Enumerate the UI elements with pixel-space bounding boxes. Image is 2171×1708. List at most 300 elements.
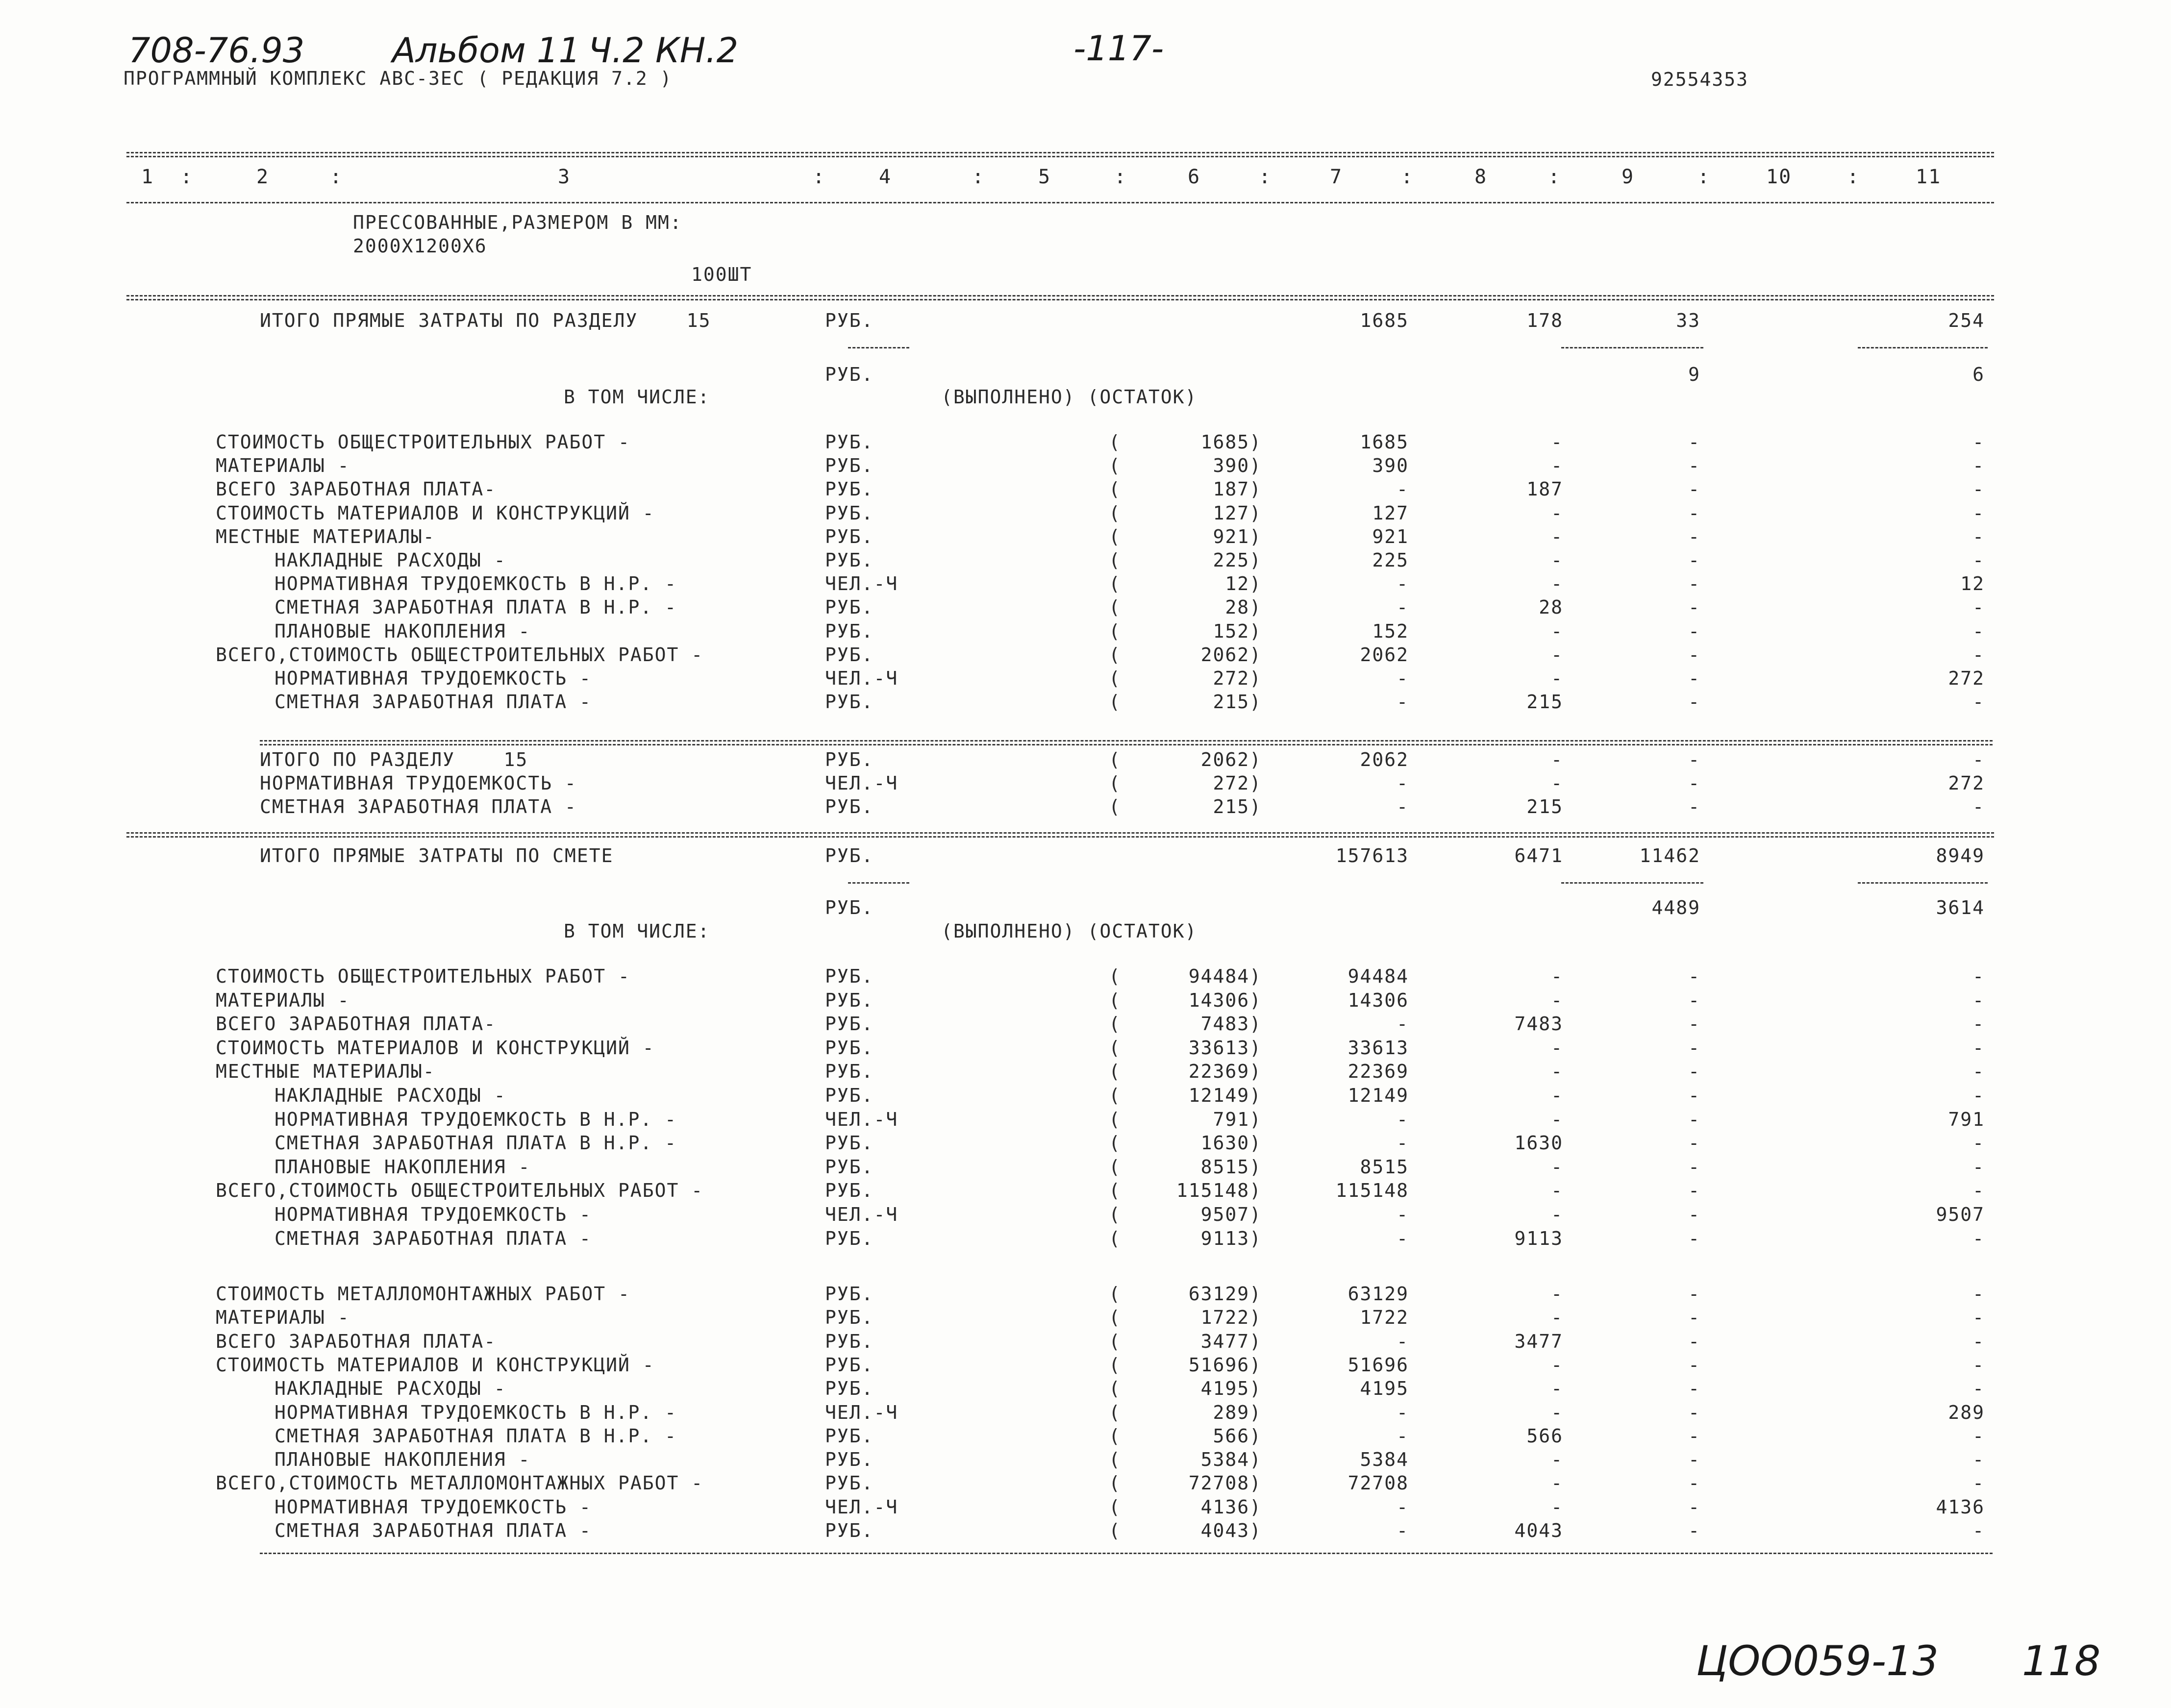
row-open-paren: ( <box>1109 1204 1121 1225</box>
section15-done-label: (ВЫПОЛНЕНО) (ОСТАТОК) <box>941 386 1198 408</box>
row-c7: 94484 <box>1348 965 1409 987</box>
row-c9: - <box>1688 525 1700 547</box>
estimate-remainder-c9: 4489 <box>1651 897 1700 918</box>
row-label: СТОИМОСТЬ ОБЩЕСТРОИТЕЛЬНЫХ РАБОТ - <box>216 965 630 987</box>
row-c8: 4043 <box>1514 1520 1563 1541</box>
row-c11: 272 <box>1948 772 1985 794</box>
row-c11: - <box>1972 1378 1985 1400</box>
row-c11: - <box>1972 431 1985 453</box>
row-label: НАКЛАДНЫЕ РАСХОДЫ - <box>274 549 506 571</box>
row-unit: ЧЕЛ.-Ч <box>825 1496 898 1518</box>
row-label: СТОИМОСТЬ ОБЩЕСТРОИТЕЛЬНЫХ РАБОТ - <box>216 431 630 453</box>
row-unit: РУБ. <box>825 1378 874 1400</box>
row-open-paren: ( <box>1109 1354 1121 1376</box>
table-row <box>0 477 2171 501</box>
row-c7: - <box>1397 668 1409 689</box>
row-unit: ЧЕЛ.-Ч <box>825 1401 898 1423</box>
row-label: СМЕТНАЯ ЗАРАБОТНАЯ ПЛАТА В Н.Р. - <box>274 1132 677 1154</box>
estimate-remainder-unit: РУБ. <box>825 897 874 918</box>
estimate-total-label: ИТОГО ПРЯМЫЕ ЗАТРАТЫ ПО СМЕТЕ <box>260 845 614 866</box>
row-c9: - <box>1688 1283 1700 1305</box>
col-num-8: 8 <box>1474 166 1488 188</box>
row-c8: - <box>1551 1401 1563 1423</box>
row-c6: 566) <box>1213 1425 1262 1447</box>
underline-c11 <box>1858 347 1988 348</box>
row-label: НОРМАТИВНАЯ ТРУДОЕМКОСТЬ - <box>274 1204 592 1225</box>
row-c7: - <box>1397 1108 1409 1130</box>
table-row <box>0 548 2171 572</box>
row-c8: - <box>1551 989 1563 1011</box>
estimate-done-label: (ВЫПОЛНЕНО) (ОСТАТОК) <box>941 920 1198 942</box>
row-label: НОРМАТИВНАЯ ТРУДОЕМКОСТЬ - <box>260 772 577 794</box>
row-c7: - <box>1397 772 1409 794</box>
section15-incl-row <box>0 385 2171 409</box>
row-c9: - <box>1688 1496 1700 1518</box>
row-label: ПЛАНОВЫЕ НАКОПЛЕНИЯ - <box>274 1449 531 1471</box>
row-c6: 390) <box>1213 455 1262 477</box>
row-c9: - <box>1688 1013 1700 1035</box>
row-c11: - <box>1972 691 1985 713</box>
row-c6: 921) <box>1213 525 1262 547</box>
row-open-paren: ( <box>1109 668 1121 689</box>
row-open-paren: ( <box>1109 989 1121 1011</box>
row-c9: - <box>1688 1132 1700 1154</box>
row-c11: 272 <box>1948 668 1985 689</box>
section15-remainder-unit: РУБ. <box>825 364 874 385</box>
row-c9: - <box>1688 989 1700 1011</box>
row-c7: 1685 <box>1360 431 1409 453</box>
row-c11: - <box>1972 644 1985 666</box>
row-unit: РУБ. <box>825 1180 874 1202</box>
row-unit: ЧЕЛ.-Ч <box>825 1108 898 1130</box>
row-c8: - <box>1551 1156 1563 1178</box>
row-c6: 9507) <box>1200 1204 1262 1225</box>
row-label: ВСЕГО ЗАРАБОТНАЯ ПЛАТА- <box>216 1330 497 1352</box>
row-label: НОРМАТИВНАЯ ТРУДОЕМКОСТЬ В Н.Р. - <box>274 1108 677 1130</box>
row-c11: - <box>1972 1013 1985 1035</box>
row-c11: 9507 <box>1936 1204 1985 1225</box>
row-label: ВСЕГО ЗАРАБОТНАЯ ПЛАТА- <box>216 1013 497 1035</box>
table-row <box>0 795 2171 818</box>
row-c6: 187) <box>1213 478 1262 500</box>
row-c7: 22369 <box>1348 1061 1409 1083</box>
table-row <box>0 1084 2171 1107</box>
table-row <box>0 1179 2171 1202</box>
table-row <box>0 1108 2171 1131</box>
row-c8: - <box>1551 1354 1563 1376</box>
section15-total-label: ИТОГО ПРЯМЫЕ ЗАТРАТЫ ПО РАЗДЕЛУ 15 <box>260 310 711 331</box>
row-c9: - <box>1688 1354 1700 1376</box>
table-row <box>0 989 2171 1012</box>
row-open-paren: ( <box>1109 549 1121 571</box>
row-open-paren: ( <box>1109 1180 1121 1202</box>
estimate-rule <box>126 832 1994 834</box>
handwritten-page-number: -117- <box>1073 28 1164 69</box>
row-c8: - <box>1551 431 1563 453</box>
row-c8: - <box>1551 1085 1563 1106</box>
section15-remainder-c11: 6 <box>1972 364 1985 385</box>
estimate-total-c9: 11462 <box>1639 845 1700 866</box>
row-open-paren: ( <box>1109 1156 1121 1178</box>
row-label: НОРМАТИВНАЯ ТРУДОЕМКОСТЬ - <box>274 668 592 689</box>
row-c9: - <box>1688 1378 1700 1400</box>
row-c8: - <box>1551 1204 1563 1225</box>
row-c11: - <box>1972 965 1985 987</box>
col-num-2: 2 <box>256 166 270 188</box>
section15-incl-label: В ТОМ ЧИСЛЕ: <box>564 386 710 408</box>
estimate-total-c7: 157613 <box>1335 845 1409 866</box>
row-c6: 94484) <box>1188 965 1262 987</box>
row-unit: РУБ. <box>825 1085 874 1106</box>
row-c6: 272) <box>1213 772 1262 794</box>
row-c11: - <box>1972 796 1985 817</box>
table-row <box>0 1012 2171 1036</box>
row-c8: - <box>1551 455 1563 477</box>
table-row <box>0 1306 2171 1329</box>
row-open-paren: ( <box>1109 478 1121 500</box>
row-c11: - <box>1972 455 1985 477</box>
estimate-remainder-row <box>0 896 2171 919</box>
row-c7: - <box>1397 478 1409 500</box>
row-c11: - <box>1972 1283 1985 1305</box>
carryover-line-1: ПРЕССОВАННЫЕ,РАЗМЕРОМ В ММ: <box>353 212 682 233</box>
row-c6: 9113) <box>1200 1227 1262 1249</box>
row-c9: - <box>1688 749 1700 770</box>
row-c8: 7483 <box>1514 1013 1563 1035</box>
table-row <box>0 1330 2171 1353</box>
row-c11: - <box>1972 1330 1985 1352</box>
section-rule-1 <box>126 295 1994 297</box>
row-open-paren: ( <box>1109 1132 1121 1154</box>
row-open-paren: ( <box>1109 749 1121 770</box>
table-row <box>0 1131 2171 1155</box>
row-open-paren: ( <box>1109 1108 1121 1130</box>
table-row <box>0 965 2171 988</box>
row-c9: - <box>1688 431 1700 453</box>
row-label: МАТЕРИАЛЫ - <box>216 1307 350 1329</box>
row-unit: РУБ. <box>825 455 874 477</box>
row-open-paren: ( <box>1109 1307 1121 1329</box>
row-label: ИТОГО ПО РАЗДЕЛУ 15 <box>260 749 528 770</box>
row-c11: - <box>1972 989 1985 1011</box>
row-c8: 566 <box>1526 1425 1563 1447</box>
row-label: ВСЕГО,СТОИМОСТЬ МЕТАЛЛОМОНТАЖНЫХ РАБОТ - <box>216 1472 704 1494</box>
row-unit: РУБ. <box>825 620 874 642</box>
row-label: СМЕТНАЯ ЗАРАБОТНАЯ ПЛАТА - <box>274 1520 592 1541</box>
row-c6: 51696) <box>1188 1354 1262 1376</box>
section15-total-c7: 1685 <box>1360 310 1409 331</box>
row-label: ПЛАНОВЫЕ НАКОПЛЕНИЯ - <box>274 620 531 642</box>
row-c9: - <box>1688 772 1700 794</box>
row-unit: РУБ. <box>825 1061 874 1083</box>
section15-total-c8: 178 <box>1526 310 1563 331</box>
row-c6: 4136) <box>1200 1496 1262 1518</box>
row-c6: 72708) <box>1188 1472 1262 1494</box>
row-c8: 28 <box>1539 596 1563 619</box>
row-label: НАКЛАДНЫЕ РАСХОДЫ - <box>274 1378 506 1400</box>
row-c8: - <box>1551 1472 1563 1494</box>
table-row <box>0 430 2171 454</box>
row-c8: - <box>1551 525 1563 547</box>
row-c6: 791) <box>1213 1108 1262 1130</box>
row-c11: 12 <box>1960 573 1985 595</box>
row-c9: - <box>1688 478 1700 500</box>
row-c8: - <box>1551 772 1563 794</box>
row-c7: 127 <box>1372 502 1409 524</box>
row-c7: 8515 <box>1360 1156 1409 1178</box>
row-c7: - <box>1397 1013 1409 1035</box>
header-top-rule <box>126 152 1994 153</box>
table-row <box>0 1155 2171 1179</box>
header-bottom-rule <box>126 202 1994 203</box>
row-label: СМЕТНАЯ ЗАРАБОТНАЯ ПЛАТА - <box>274 691 592 713</box>
row-c7: - <box>1397 1204 1409 1225</box>
row-c9: - <box>1688 796 1700 817</box>
row-c6: 14306) <box>1188 989 1262 1011</box>
table-row <box>0 1495 2171 1519</box>
row-unit: РУБ. <box>825 478 874 500</box>
row-unit: РУБ. <box>825 691 874 713</box>
row-c7: - <box>1397 1330 1409 1352</box>
handwritten-part: Ч.2 КН.2 <box>588 30 739 71</box>
row-open-paren: ( <box>1109 1378 1121 1400</box>
row-c7: 5384 <box>1360 1449 1409 1471</box>
row-c7: - <box>1397 1227 1409 1249</box>
row-c6: 12) <box>1225 573 1262 595</box>
row-open-paren: ( <box>1109 596 1121 619</box>
estimate-underline-c9 <box>1561 882 1703 884</box>
row-c11: - <box>1972 1354 1985 1376</box>
row-open-paren: ( <box>1109 1061 1121 1083</box>
row-label: НОРМАТИВНАЯ ТРУДОЕМКОСТЬ - <box>274 1496 592 1518</box>
row-c9: - <box>1688 1472 1700 1494</box>
row-c6: 63129) <box>1188 1283 1262 1305</box>
row-c9: - <box>1688 1425 1700 1447</box>
row-label: СМЕТНАЯ ЗАРАБОТНАЯ ПЛАТА В Н.Р. - <box>274 596 677 619</box>
row-c11: - <box>1972 749 1985 770</box>
estimate-rule-b <box>126 836 1994 838</box>
row-c9: - <box>1688 1180 1700 1202</box>
handwritten-sheet-number: 118 <box>2022 1637 2101 1685</box>
row-c7: - <box>1397 691 1409 713</box>
col-num-6: 6 <box>1188 166 1201 188</box>
row-c9: - <box>1688 1307 1700 1329</box>
row-c7: 33613 <box>1348 1037 1409 1059</box>
row-c8: - <box>1551 1307 1563 1329</box>
row-c11: - <box>1972 596 1985 619</box>
section15-total-row <box>0 309 2171 332</box>
table-row <box>0 1353 2171 1377</box>
col-num-10: 10 <box>1766 166 1792 188</box>
row-label: СМЕТНАЯ ЗАРАБОТНАЯ ПЛАТА - <box>274 1227 592 1249</box>
handwritten-stamp-code: ЦОО059-13 <box>1696 1637 1939 1685</box>
row-unit: РУБ. <box>825 965 874 987</box>
row-c9: - <box>1688 455 1700 477</box>
row-c6: 115148) <box>1176 1180 1262 1202</box>
row-c6: 289) <box>1213 1401 1262 1423</box>
row-c9: - <box>1688 1330 1700 1352</box>
row-c8: - <box>1551 644 1563 666</box>
row-c9: - <box>1688 965 1700 987</box>
table-row <box>0 572 2171 595</box>
document-number: 92554353 <box>1651 69 1749 90</box>
estimate-incl-label: В ТОМ ЧИСЛЕ: <box>564 920 710 942</box>
row-open-paren: ( <box>1109 1330 1121 1352</box>
row-c9: - <box>1688 668 1700 689</box>
row-open-paren: ( <box>1109 1283 1121 1305</box>
row-c7: 72708 <box>1348 1472 1409 1494</box>
row-open-paren: ( <box>1109 1472 1121 1494</box>
row-c8: - <box>1551 549 1563 571</box>
row-c9: - <box>1688 1204 1700 1225</box>
row-unit: ЧЕЛ.-Ч <box>825 668 898 689</box>
row-c6: 22369) <box>1188 1061 1262 1083</box>
row-unit: РУБ. <box>825 1520 874 1541</box>
row-c11: - <box>1972 502 1985 524</box>
row-open-paren: ( <box>1109 573 1121 595</box>
row-unit: ЧЕЛ.-Ч <box>825 772 898 794</box>
row-unit: РУБ. <box>825 1472 874 1494</box>
row-unit: РУБ. <box>825 1037 874 1059</box>
row-unit: РУБ. <box>825 749 874 770</box>
row-unit: ЧЕЛ.-Ч <box>825 1204 898 1225</box>
row-c7: 390 <box>1372 455 1409 477</box>
row-open-paren: ( <box>1109 1013 1121 1035</box>
row-unit: РУБ. <box>825 525 874 547</box>
row-c8: - <box>1551 1283 1563 1305</box>
row-open-paren: ( <box>1109 1449 1121 1471</box>
col-num-7: 7 <box>1330 166 1343 188</box>
row-c7: - <box>1397 1425 1409 1447</box>
underline-unit <box>848 347 909 348</box>
row-label: НОРМАТИВНАЯ ТРУДОЕМКОСТЬ В Н.Р. - <box>274 1401 677 1423</box>
row-c8: 215 <box>1526 691 1563 713</box>
row-c9: - <box>1688 549 1700 571</box>
row-label: НАКЛАДНЫЕ РАСХОДЫ - <box>274 1085 506 1106</box>
row-c11: - <box>1972 1156 1985 1178</box>
row-label: СТОИМОСТЬ МАТЕРИАЛОВ И КОНСТРУКЦИЙ - <box>216 502 655 524</box>
row-c8: 187 <box>1526 478 1563 500</box>
row-c7: 51696 <box>1348 1354 1409 1376</box>
row-c11: - <box>1972 620 1985 642</box>
carryover-line-2: 2000X1200X6 <box>353 235 487 257</box>
row-c9: - <box>1688 644 1700 666</box>
row-c8: - <box>1551 1061 1563 1083</box>
row-c11: - <box>1972 1472 1985 1494</box>
row-c9: - <box>1688 1520 1700 1541</box>
row-label: СМЕТНАЯ ЗАРАБОТНАЯ ПЛАТА В Н.Р. - <box>274 1425 677 1447</box>
row-c8: - <box>1551 1496 1563 1518</box>
row-c11: - <box>1972 1307 1985 1329</box>
row-c8: - <box>1551 620 1563 642</box>
row-c7: 921 <box>1372 525 1409 547</box>
section15-total-unit: РУБ. <box>825 310 874 331</box>
estimate-total-c11: 8949 <box>1936 845 1985 866</box>
table-row <box>0 1377 2171 1400</box>
row-c9: - <box>1688 1085 1700 1106</box>
table-row <box>0 643 2171 667</box>
row-c6: 215) <box>1213 691 1262 713</box>
row-c11: 791 <box>1948 1108 1985 1130</box>
section15-final-rule-b <box>260 744 1993 745</box>
row-c7: 2062 <box>1360 644 1409 666</box>
row-unit: РУБ. <box>825 1449 874 1471</box>
row-label: ВСЕГО,СТОИМОСТЬ ОБЩЕСТРОИТЕЛЬНЫХ РАБОТ - <box>216 644 704 666</box>
row-c9: - <box>1688 1227 1700 1249</box>
row-c11: 289 <box>1948 1401 1985 1423</box>
row-c11: - <box>1972 1132 1985 1154</box>
row-open-paren: ( <box>1109 1401 1121 1423</box>
row-unit: РУБ. <box>825 1227 874 1249</box>
row-open-paren: ( <box>1109 620 1121 642</box>
row-unit: РУБ. <box>825 431 874 453</box>
row-unit: РУБ. <box>825 502 874 524</box>
row-c8: - <box>1551 1037 1563 1059</box>
row-c11: 4136 <box>1936 1496 1985 1518</box>
row-open-paren: ( <box>1109 1085 1121 1106</box>
row-unit: РУБ. <box>825 1132 874 1154</box>
table-row <box>0 1424 2171 1448</box>
row-open-paren: ( <box>1109 455 1121 477</box>
row-label: СТОИМОСТЬ МАТЕРИАЛОВ И КОНСТРУКЦИЙ - <box>216 1354 655 1376</box>
row-open-paren: ( <box>1109 796 1121 817</box>
column-header-row: 1 : 2 : 3 : 4 : 5 : 6 : 7 : 8 : 9 : 10 : 11 <box>141 166 1942 188</box>
row-c9: - <box>1688 596 1700 619</box>
row-c8: 9113 <box>1514 1227 1563 1249</box>
row-open-paren: ( <box>1109 644 1121 666</box>
row-c11: - <box>1972 478 1985 500</box>
row-c9: - <box>1688 1449 1700 1471</box>
row-c7: - <box>1397 796 1409 817</box>
row-c6: 2062) <box>1200 644 1262 666</box>
row-c7: 12149 <box>1348 1085 1409 1106</box>
row-c11: - <box>1972 1520 1985 1541</box>
row-c11: - <box>1972 525 1985 547</box>
row-c9: - <box>1688 1156 1700 1178</box>
table-row <box>0 501 2171 525</box>
col-num-4: 4 <box>879 166 892 188</box>
table-row <box>0 1519 2171 1542</box>
col-num-11: 11 <box>1916 166 1942 188</box>
row-c9: - <box>1688 1401 1700 1423</box>
row-c7: - <box>1397 573 1409 595</box>
table-row <box>0 690 2171 714</box>
row-label: СМЕТНАЯ ЗАРАБОТНАЯ ПЛАТА - <box>260 796 577 817</box>
row-c6: 272) <box>1213 668 1262 689</box>
carryover-unit: 100ШТ <box>691 264 752 285</box>
underline-c9 <box>1561 347 1703 348</box>
table-row <box>0 667 2171 690</box>
row-c7: - <box>1397 1496 1409 1518</box>
row-c7: 115148 <box>1335 1180 1409 1202</box>
row-c7: 2062 <box>1360 749 1409 770</box>
row-label: СТОИМОСТЬ МАТЕРИАЛОВ И КОНСТРУКЦИЙ - <box>216 1037 655 1059</box>
row-c9: - <box>1688 573 1700 595</box>
estimate-total-row <box>0 844 2171 867</box>
row-label: МАТЕРИАЛЫ - <box>216 989 350 1011</box>
row-c8: - <box>1551 1378 1563 1400</box>
estimate-underline-c11 <box>1858 882 1988 884</box>
col-num-3: 3 <box>558 166 571 188</box>
table-row <box>0 1448 2171 1471</box>
table-row <box>0 1036 2171 1060</box>
row-unit: РУБ. <box>825 1330 874 1352</box>
row-unit: РУБ. <box>825 989 874 1011</box>
row-c8: - <box>1551 573 1563 595</box>
table-row <box>0 1203 2171 1226</box>
row-c11: - <box>1972 1227 1985 1249</box>
row-c11: - <box>1972 1425 1985 1447</box>
